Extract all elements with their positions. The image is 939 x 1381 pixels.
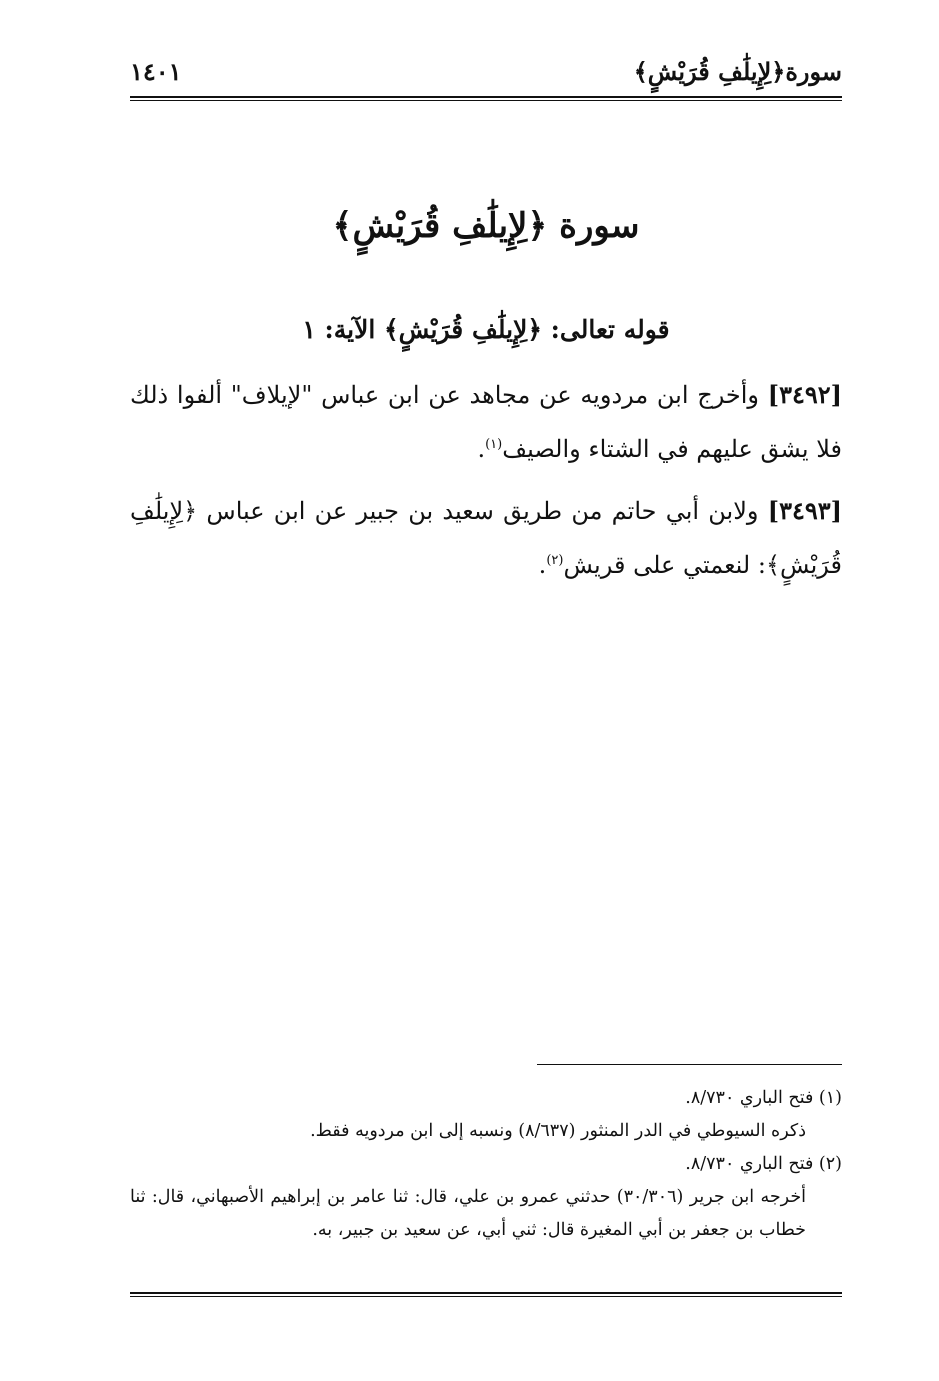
- header-divider: [130, 96, 842, 101]
- verse-heading: قوله تعالى: ﴿لِإِيلَٰفِ قُرَيْشٍ﴾ الآية: ١: [302, 315, 670, 344]
- footer-divider: [130, 1292, 842, 1297]
- running-title: سورة﴿لِإِيلَٰفِ قُرَيْشٍ﴾: [633, 57, 842, 86]
- footnote-2-detail: أخرجه ابن جرير (٣٠/٣٠٦) حدثني عمرو بن علي، قال: ثنا عامر بن إبراهيم الأصبهاني، قال: ثنا خطاب بن جعفر بن أبي المغيرة قال: ثني أبي، عن سعيد بن جبير، به.: [130, 1187, 806, 1240]
- hadith-text: ولابن أبي حاتم من طريق سعيد بن جبير عن ابن عباس ﴿لِإِيلَٰفِ قُرَيْشٍ﴾: لنعمتي على قريش: [130, 497, 842, 579]
- footnote-1-label: (١) فتح الباري ٨/٧٣٠.: [685, 1088, 842, 1108]
- hadith-number: [٣٤٩٣]: [767, 496, 842, 525]
- hadith-text: وأخرج ابن مردويه عن مجاهد عن ابن عباس "لإيلاف" ألفوا ذلك فلا يشق عليهم في الشتاء والصيف: [130, 381, 842, 463]
- sentence-end: .: [538, 551, 547, 579]
- footnote-1-detail: ذكره السيوطي في الدر المنثور (٨/٦٣٧) ونسبه إلى ابن مردويه فقط.: [310, 1121, 806, 1141]
- hadith-number: [٣٤٩٢]: [767, 380, 842, 409]
- footnote-divider: [537, 1064, 842, 1065]
- footnote-reference[interactable]: (٢): [546, 553, 564, 568]
- footnote-reference[interactable]: (١): [485, 437, 503, 452]
- hadith-paragraph: [130, 484, 842, 592]
- running-header: [130, 52, 842, 96]
- footnote-2-label: (٢) فتح الباري ٨/٧٣٠.: [685, 1154, 842, 1174]
- surah-title: سورة ﴿لِإِيلَٰفِ قُرَيْشٍ﴾: [332, 206, 640, 246]
- hadith-paragraph: [130, 368, 842, 476]
- footnotes-section: [130, 1082, 842, 1247]
- page-number: ١٤٠١: [130, 57, 182, 86]
- sentence-end: .: [477, 435, 486, 463]
